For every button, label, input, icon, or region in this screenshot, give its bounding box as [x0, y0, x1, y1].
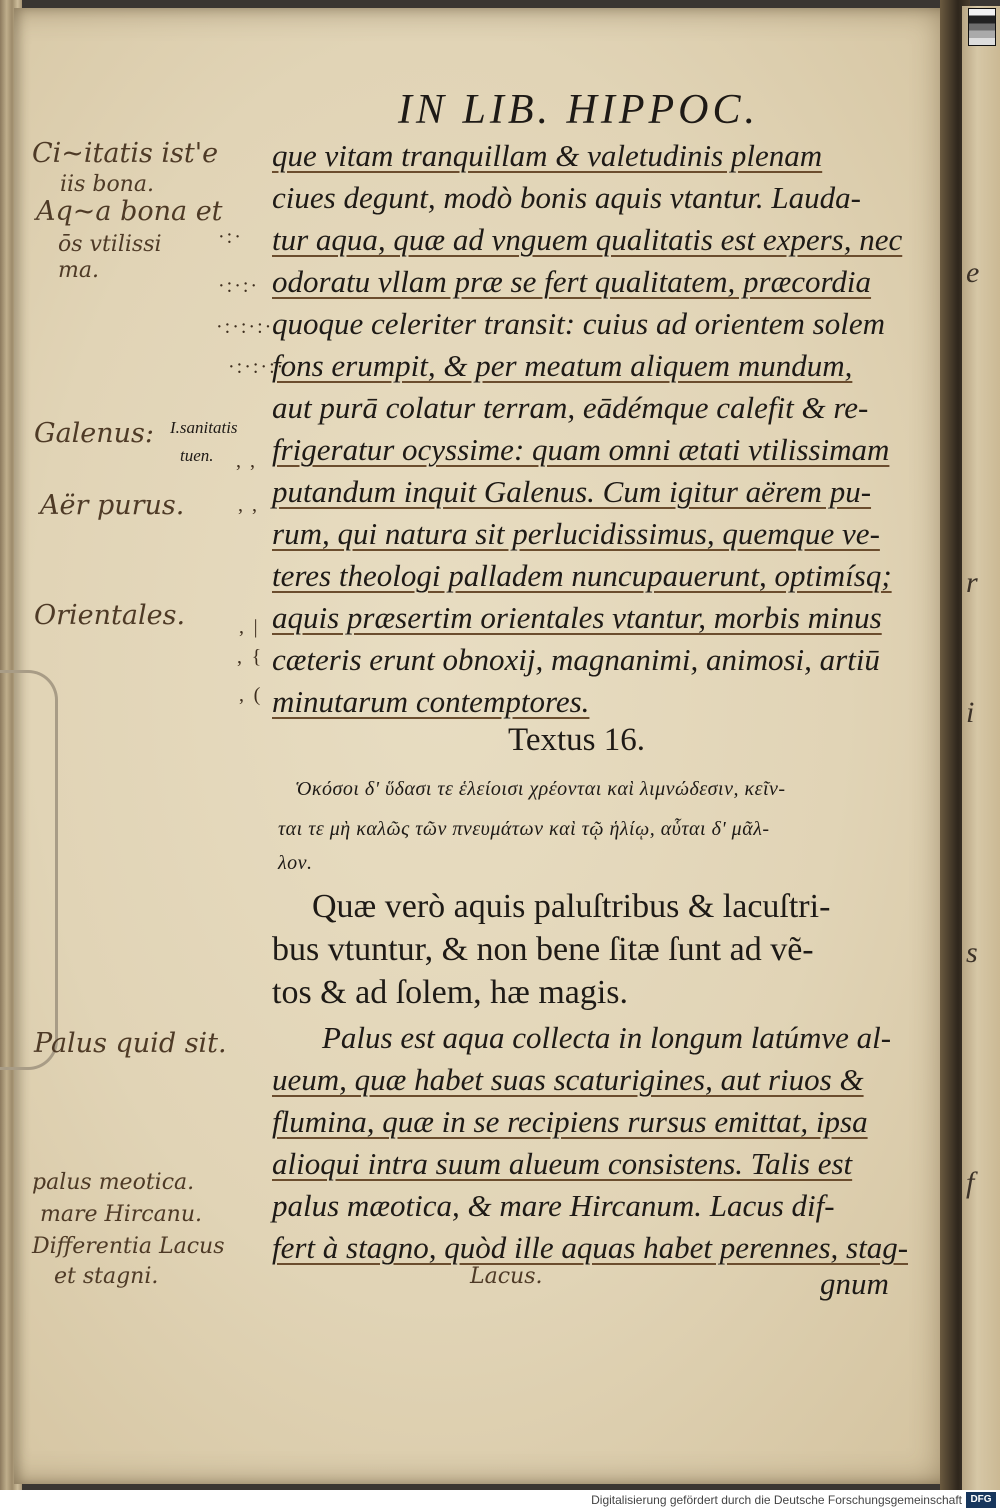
greek-line: λον.	[278, 852, 313, 874]
margin-mark: ·:·	[218, 226, 243, 248]
handwritten-note: iis bona.	[60, 172, 154, 197]
footer-bar	[0, 1490, 1000, 1511]
text-line: teres theologi palladem nuncupauerunt, optimísq;	[272, 558, 892, 593]
translation-line: bus vtuntur, & non bene ſitæ ſunt ad vẽ-	[272, 931, 814, 968]
printed-margin-note: tuen.	[180, 446, 214, 465]
greek-line: Ὁκόσοι δ' ὕδασι τε ἑλείοισι χρέονται καὶ λιμνώδεσιν, κεῖν-	[295, 778, 786, 800]
translation-line: Quæ verò aquis paluſtribus & lacuſtri-	[312, 888, 831, 925]
margin-mark: ·:·:·:·	[216, 316, 274, 338]
text-line: fons erumpit, & per meatum aliquem mundum,	[272, 348, 853, 383]
text-line: ciues degunt, modò bonis aquis vtantur. Lauda-	[272, 180, 861, 215]
handwritten-note: ōs vtilissi	[58, 232, 162, 257]
translation-line: tos & ad ſolem, hæ magis.	[272, 974, 629, 1011]
handwritten-note: Palus quid sit.	[34, 1028, 227, 1059]
handwritten-note: Lacus.	[470, 1264, 543, 1289]
color-calibration-strip	[968, 8, 996, 46]
handwritten-note: Ci~itatis ist'e	[32, 138, 219, 169]
text-line: aut purā colatur terram, eādémque calefit & re-	[272, 390, 869, 425]
margin-mark: ‚ (	[238, 684, 263, 706]
greek-line: ται τε μὴ καλῶς τῶν πνευμάτων καὶ τῷ ἡλίῳ, αὗται δ' μᾶλ-	[278, 818, 770, 840]
text-line: fert à stagno, quòd ille aquas habet perennes, stag-	[272, 1230, 909, 1265]
handwritten-note: Orientales.	[34, 600, 186, 631]
facing-page-edge: e r i s f	[962, 6, 1000, 1490]
handwritten-note: palus meotica.	[32, 1170, 195, 1195]
text-line: flumina, quæ in se recipiens rursus emittat, ipsa	[272, 1104, 868, 1139]
handwritten-note: mare Hircanu.	[40, 1202, 203, 1227]
margin-mark: ‚ {	[236, 646, 264, 668]
text-line: que vitam tranquillam & valetudinis plenam	[272, 138, 823, 173]
handwritten-note: Galenus:	[34, 418, 155, 449]
margin-mark: ‚ |	[238, 616, 260, 638]
text-line: quoque celeriter transit: cuius ad orientem solem	[272, 306, 886, 341]
text-line: odoratu vllam præ se fert qualitatem, præcordia	[272, 264, 872, 299]
section-heading: Textus 16.	[508, 722, 646, 758]
handwritten-note: Aq~a bona et	[36, 196, 223, 227]
text-line: putandum inquit Galenus. Cum igitur aërem pu-	[272, 474, 872, 509]
margin-mark: , ,	[236, 450, 257, 472]
printed-margin-note: I.sanitatis	[170, 418, 238, 437]
text-line: tur aqua, quæ ad vnguem qualitatis est expers, nec	[272, 222, 903, 257]
handwritten-note: Aër purus.	[40, 490, 185, 521]
text-line: Palus est aqua collecta in longum latúmve al-	[322, 1020, 892, 1055]
handwritten-note: Differentia Lacus	[32, 1234, 225, 1259]
handwritten-note: ma.	[58, 258, 99, 283]
dfg-logo: DFG	[966, 1492, 996, 1508]
margin-mark: ·:·:·	[218, 275, 260, 297]
catchword: gnum	[820, 1266, 889, 1301]
margin-mark: ·:·:·:·	[228, 356, 286, 378]
text-line: frigeratur ocyssime: quam omni ætati vtilissimam	[272, 432, 890, 467]
text-line: cæteris erunt obnoxij, magnanimi, animosi, artiū	[272, 642, 880, 677]
text-line: alioqui intra suum alueum consistens. Talis est	[272, 1146, 853, 1181]
margin-mark: , ,	[238, 494, 259, 516]
text-line: ueum, quæ habet suas scaturigines, aut riuos &	[272, 1062, 864, 1097]
page-clip	[0, 670, 58, 1070]
text-line: palus mæotica, & mare Hircanum. Lacus dif-	[272, 1188, 835, 1223]
handwritten-note: et stagni.	[54, 1264, 159, 1289]
running-header: IN LIB. HIPPOC.	[398, 87, 759, 133]
text-line: aquis præsertim orientales vtantur, morbis minus	[272, 600, 882, 635]
text-line: minutarum contemptores.	[272, 684, 590, 719]
text-line: rum, qui natura sit perlucidissimus, quemque ve-	[272, 516, 880, 551]
footer-credit: Digitalisierung gefördert durch die Deutsche Forschungsgemeinschaft	[591, 1493, 962, 1507]
